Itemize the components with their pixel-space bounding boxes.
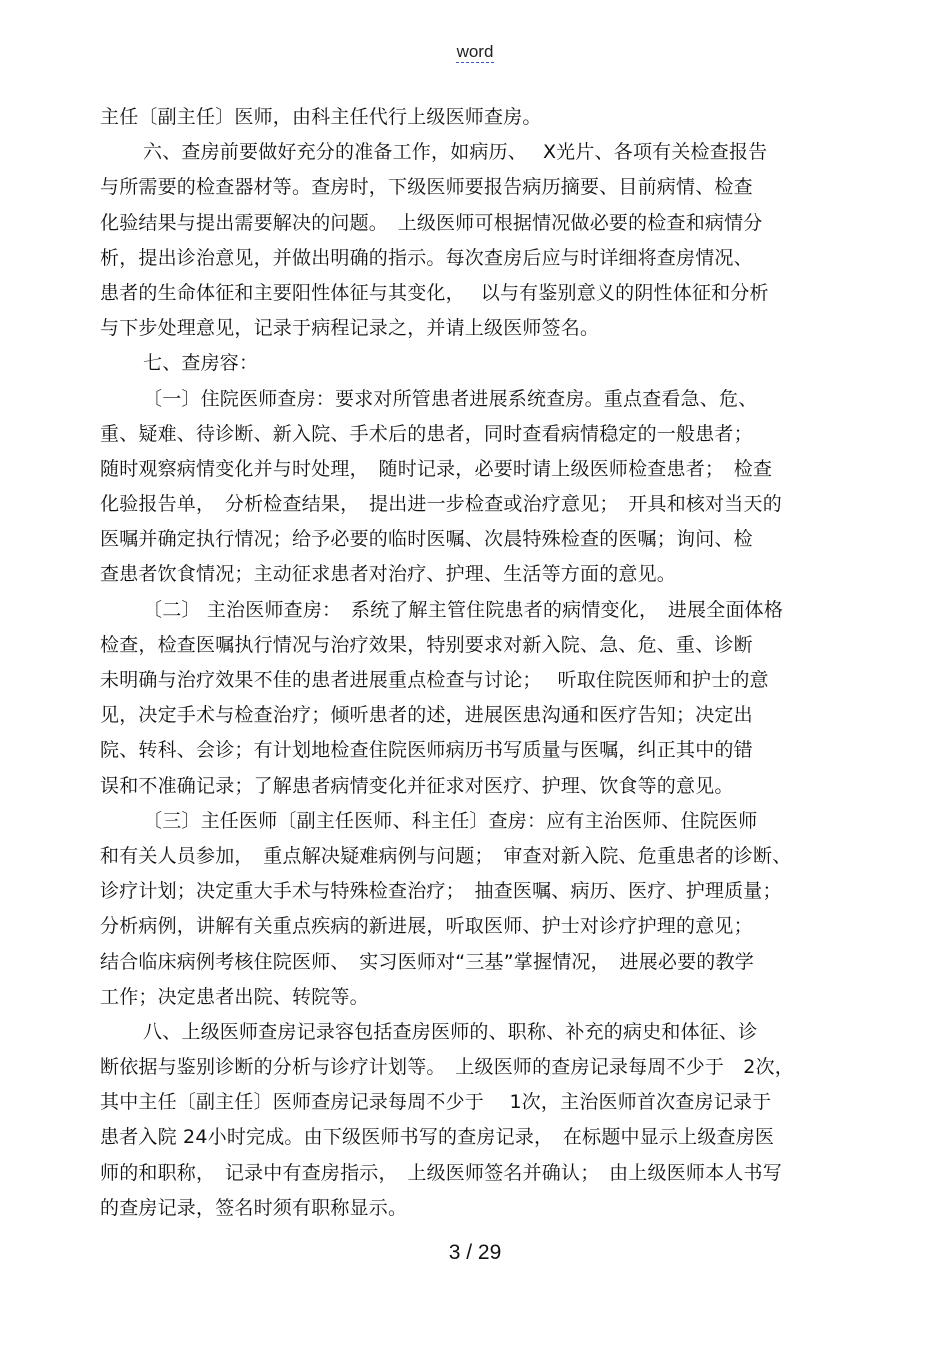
page-number: 3 / 29 (448, 1241, 502, 1264)
text-line: 患者的生命体征和主要阳性体征与其变化， 以与有鉴别意义的阴性体征和分析 (100, 281, 769, 304)
paragraph-start-line: 八、上级医师查房记录容包括查房医师的、职称、补充的病史和体征、诊 (143, 1020, 758, 1043)
text-line: 随时观察病情变化并与时处理， 随时记录，必要时请上级医师检查患者； 检查 (100, 457, 773, 480)
document-body (100, 100, 860, 1226)
text-line: 查患者饮食情况；主动征求患者对治疗、护理、生活等方面的意见。 (100, 563, 677, 586)
text-line: 重、疑难、待诊断、新入院、手术后的患者，同时查看病情稳定的一般患者； (100, 422, 753, 445)
text-line: 其中主任〔副主任〕医师查房记录每周不少于 1次，主治医师首次查房记录于 (100, 1091, 772, 1114)
paragraph-start-line: 〔一〕住院医师查房：要求对所管患者进展系统查房。重点查看急、危、 (143, 387, 758, 410)
section-heading-line: 七、查房容： (143, 352, 259, 375)
text-line: 误和不准确记录；了解患者病情变化并征求对医疗、护理、饮食等的意见。 (100, 774, 734, 797)
text-line: 与所需要的检查器材等。查房时，下级医师要报告病历摘要、目前病情、检查 (100, 176, 753, 199)
text-line: 检查，检查医嘱执行情况与治疗效果，特别要求对新入院、急、危、重、诊断 (100, 633, 753, 656)
text-line: 工作；决定患者出院、转院等。 (100, 985, 369, 1008)
text-line: 师的和职称， 记录中有查房指示， 上级医师签名并确认； 由上级医师本人书写 (100, 1161, 782, 1184)
document-header (0, 42, 950, 62)
text-line: 分析病例，讲解有关重点疾病的新进展，听取医师、护士对诊疗护理的意见； (100, 915, 753, 938)
text-line: 见，决定手术与检查治疗；倾听患者的述，进展医患沟通和医疗告知；决定出 (100, 704, 753, 727)
text-line: 患者入院 24小时完成。由下级医师书写的查房记录， 在标题中显示上级查房医 (100, 1126, 775, 1149)
text-line: 结合临床病例考核住院医师、 实习医师对“三基”掌握情况， 进展必要的教学 (100, 950, 754, 973)
paragraph-start-line: 〔三〕主任医师〔副主任医师、科主任〕查房：应有主治医师、住院医师 (143, 809, 758, 832)
text-line: 医嘱并确定执行情况；给予必要的临时医嘱、次晨特殊检查的医嘱；询问、检 (100, 528, 753, 551)
text-line: 断依据与鉴别诊断的分析与诊疗计划等。 上级医师的查房记录每周不少于 2次， (100, 1056, 794, 1079)
text-line: 与下步处理意见，记录于病程记录之，并请上级医师签名。 (100, 317, 600, 340)
text-line: 主任〔副主任〕医师，由科主任代行上级医师查房。 (100, 106, 542, 128)
text-line: 院、转科、会诊；有计划地检查住院医师病历书写质量与医嘱，纠正其中的错 (100, 739, 753, 762)
text-line: 未明确与治疗效果不佳的患者进展重点检查与讨论； 听取住院医师和护士的意 (100, 669, 769, 691)
text-line: 化验报告单， 分析检查结果， 提出进一步检查或治疗意见； 开具和核对当天的 (100, 493, 782, 516)
text-line: 诊疗计划；决定重大手术与特殊检查治疗； 抽查医嘱、病历、医疗、护理质量； (100, 880, 782, 903)
header-title: word (456, 42, 494, 61)
text-line: 析，提出诊治意见，并做出明确的指示。每次查房后应与时详细将查房情况、 (100, 246, 753, 269)
text-line: 和有关人员参加， 重点解决疑难病例与问题； 审查对新入院、危重患者的诊断、 (100, 844, 792, 867)
paragraph-start-line: 六、查房前要做好充分的准备工作，如病历、 X光片、各项有关检查报告 (143, 141, 768, 164)
text-line: 化验结果与提出需要解决的问题。 上级医师可根据情况做必要的检查和病情分 (100, 211, 763, 234)
paragraph-start-line: 〔二〕 主治医师查房： 系统了解主管住院患者的病情变化， 进展全面体格 (143, 598, 784, 621)
text-line: 的查房记录，签名时须有职称显示。 (100, 1196, 408, 1219)
